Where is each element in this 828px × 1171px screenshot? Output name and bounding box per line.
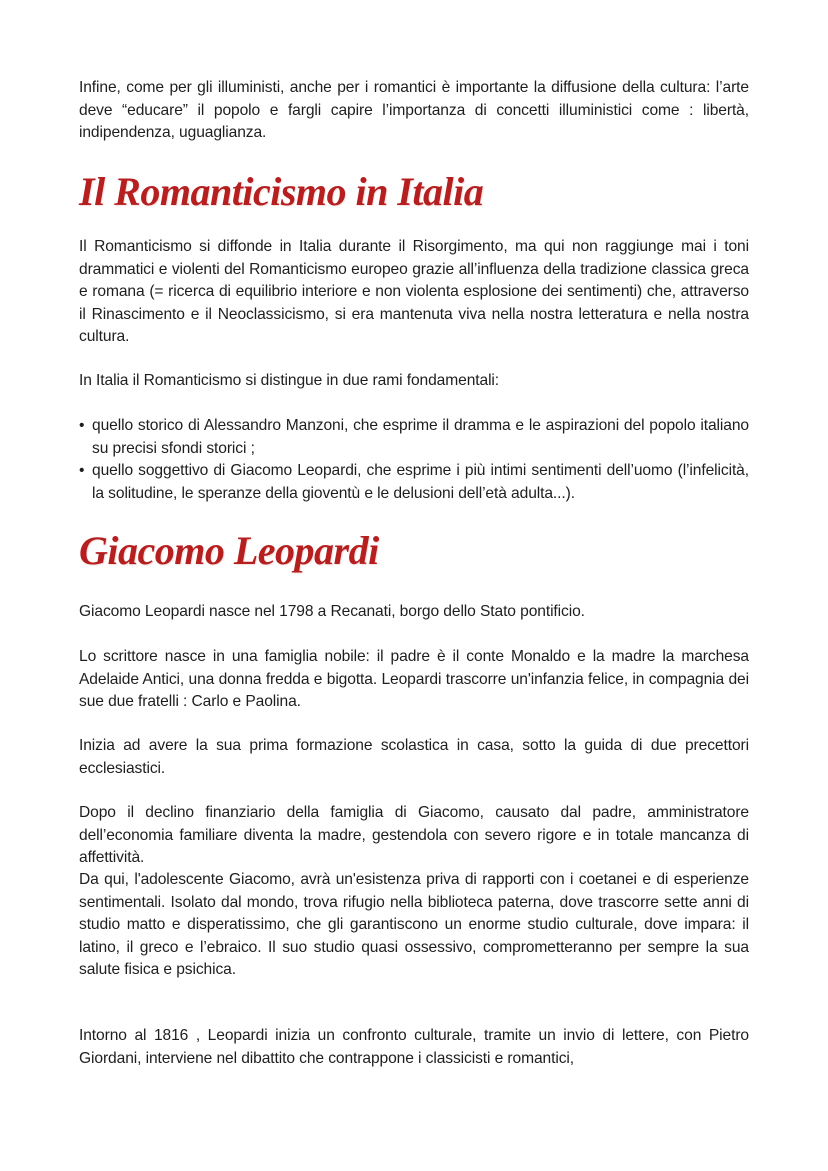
rami-intro-paragraph: In Italia il Romanticismo si distingue in due rami fondamentali: <box>79 372 500 389</box>
bullet-icon: • <box>79 462 85 479</box>
leopardi-paragraph-birth: Giacomo Leopardi nasce nel 1798 a Recanati, borgo dello Stato pontificio. <box>79 603 585 620</box>
romanticismo-paragraph: Il Romanticismo si diffonde in Italia durante il Risorgimento, ma qui non raggiunge mai i toni drammatici e violenti del Romanticismo europeo grazie all’influenza della tradizione classica greca e romana (= ricerca di equilibrio interiore e non violenta esplosione dei sentimenti) che, attraverso il Rinascimento e il Neoclassicismo, si era mantenuta viva nella nostra letteratura e nella nostra cultura. <box>79 238 749 345</box>
section-heading-romanticismo-italia: Il Romanticismo in Italia <box>79 169 484 214</box>
leopardi-paragraph-giordani: Intorno al 1816 , Leopardi inizia un confronto culturale, tramite un invio di lettere, con Pietro Giordani, interviene nel dibattito che contrappone i classicisti e romantici, <box>79 1027 749 1067</box>
leopardi-paragraph-adolescence: Da qui, l'adolescente Giacomo, avrà un'esistenza priva di rapporti con i coetanei e di esperienze sentimentali. Isolato dal mondo, trova rifugio nella biblioteca paterna, dove trascorre sette anni di studio matto e disperatissimo, che gli garantiscono un enorme studio culturale, dove impara: il latino, il greco e l’ebraico. Il suo studio quasi ossessivo, comprometteranno per sempre la sua salute fisica e psichica. <box>79 871 749 978</box>
list-item-text: quello soggettivo di Giacomo Leopardi, che esprime i più intimi sentimenti dell’uomo (l’infelicità, la solitudine, le speranze della gioventù e le delusioni dell’età adulta...). <box>92 462 749 502</box>
list-item-text: quello storico di Alessandro Manzoni, che esprime il dramma e le aspirazioni del popolo italiano su precisi sfondi storici ; <box>92 417 749 457</box>
leopardi-paragraph-decline: Dopo il declino finanziario della famiglia di Giacomo, causato dal padre, amministratore dell’economia familiare diventa la madre, gestendola con severo rigore e in totale mancanza di affettività. <box>79 804 749 866</box>
leopardi-paragraph-family: Lo scrittore nasce in una famiglia nobile: il padre è il conte Monaldo e la madre la marchesa Adelaide Antici, una donna fredda e bigotta. Leopardi trascorre un'infanzia felice, in compagnia dei sue due fratelli : Carlo e Paolina. <box>79 648 749 710</box>
intro-paragraph: Infine, come per gli illuministi, anche per i romantici è importante la diffusione della cultura: l’arte deve “educare” il popolo e fargli capire l’importanza di concetti illuministici come : libertà, indipendenza, uguaglianza. <box>79 79 749 141</box>
section-heading-giacomo-leopardi: Giacomo Leopardi <box>79 528 379 573</box>
rami-list <box>79 415 749 505</box>
leopardi-paragraph-education: Inizia ad avere la sua prima formazione scolastica in casa, sotto la guida di due precettori ecclesiastici. <box>79 737 749 777</box>
list-item-leopardi <box>79 460 749 505</box>
bullet-icon: • <box>79 417 85 434</box>
list-item-manzoni <box>79 415 749 460</box>
